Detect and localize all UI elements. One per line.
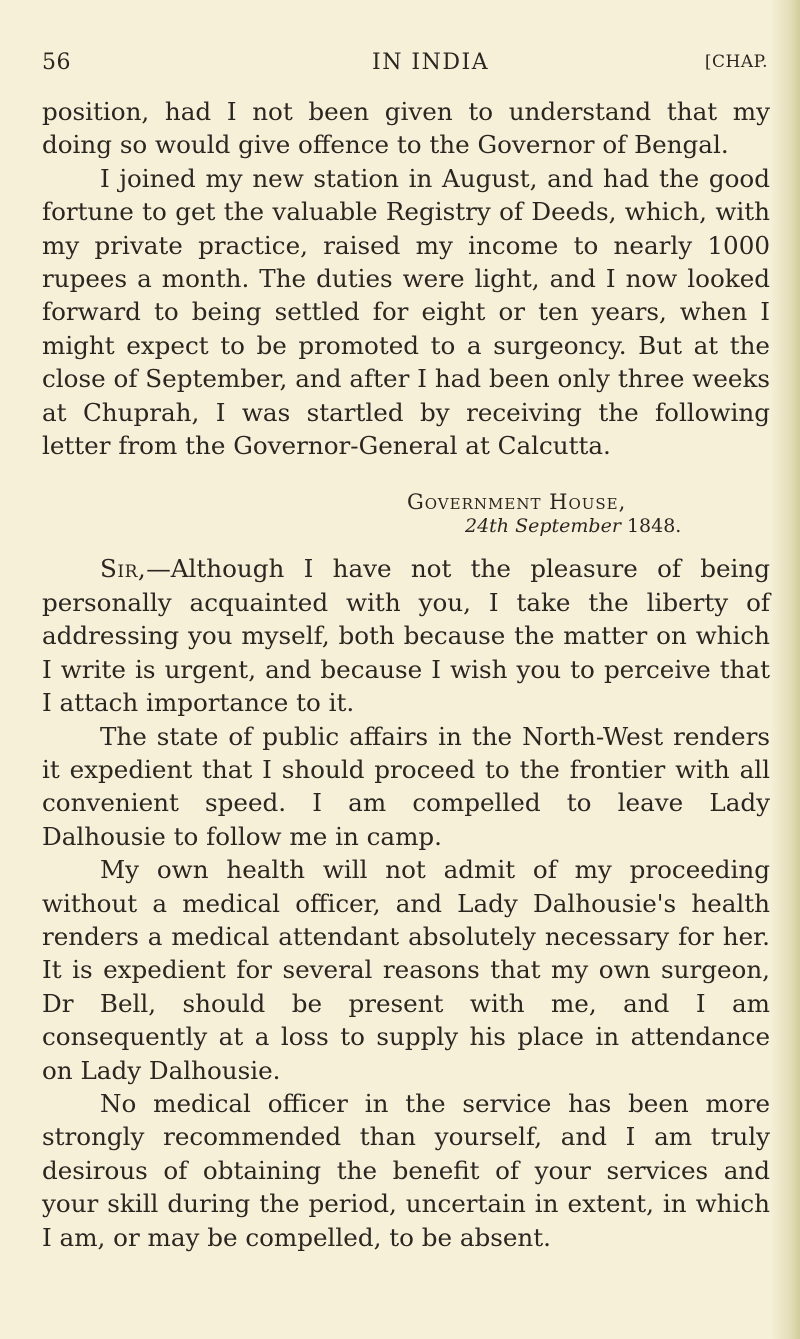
paragraph: position, had I not been given to understand that my doing so would give offence to the Governor of Bengal. [42, 97, 770, 160]
letter-paragraph: The state of public affairs in the North-West renders it expedient that I should proceed to the frontier with all convenient speed. I am compelled to leave Lady Dalhousie to follow me in camp. [42, 721, 770, 851]
chapter-abbrev: [CHAP. [704, 52, 768, 72]
letter-salutation: Sir, [100, 554, 147, 584]
page-number: 56 [42, 50, 71, 75]
letter-date [407, 514, 770, 538]
letter-opening-text: —Although I have not the pleasure of being personally acquainted with you, I take the liberty of addressing you myself, both because the matter on which I write is urgent, and because I wish you to perceive that I attach importance to it. [42, 554, 770, 718]
letter-heading [407, 490, 770, 538]
letter-date-year: 1848. [626, 515, 682, 538]
letter-paragraph: My own health will not admit of my proceeding without a medical officer, and Lady Dalhousie's health renders a medical attendant absolutely necessary for her. It is expedient for several reasons that my own surgeon, Dr Bell, should be present with me, and I am consequently at a loss to supply his place in attendance on Lady Dalhousie. [42, 855, 770, 1085]
letter-paragraph [42, 552, 770, 719]
letter-place: Government House, [407, 490, 627, 515]
letter-date-day-month: 24th September [465, 515, 621, 538]
paragraph: I joined my new station in August, and had the good fortune to get the valuable Registry of Deeds, which, with my private practice, raised my income to nearly 1000 rupees a month. The duties were light, and I now looked forward to being settled for eight or ten years, when I might expect to be promoted to a surgeoncy. But at the close of September, and after I had been only three weeks at Chuprah, I was startled by receiving the following letter from the Governor-General at Calcutta. [42, 163, 770, 461]
running-title: IN INDIA [372, 50, 490, 75]
page-body [42, 95, 770, 1254]
running-header [42, 44, 768, 84]
letter-paragraph: No medical officer in the service has been more strongly recommended than yourself, and I am truly desirous of obtaining the benefit of your services and your skill during the period, uncertain in extent, in which I am, or may be compelled, to be absent. [42, 1088, 770, 1252]
